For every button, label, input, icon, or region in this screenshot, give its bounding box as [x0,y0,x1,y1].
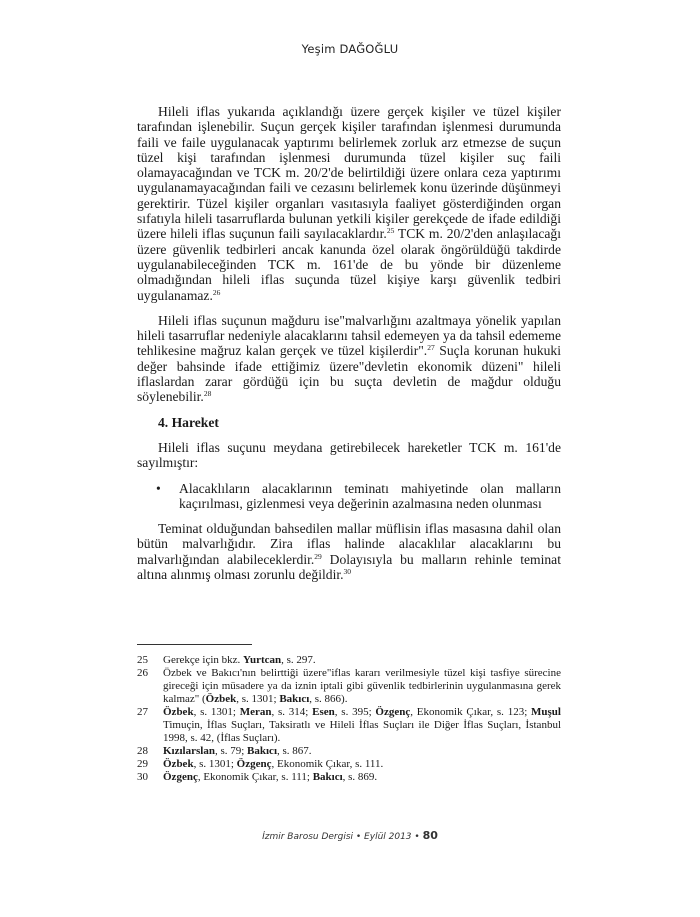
bullet-icon: • [156,480,161,496]
footnote-text: , s. 867. [277,745,312,757]
running-footer [0,829,700,842]
footnote-ref: 26 [212,287,221,297]
footnote-ref: 29 [314,551,322,561]
footnote-author: Özbek [205,693,237,705]
footnote-author: Özbek [163,758,194,770]
footnote-author: Muşul [531,706,561,718]
running-header-author: Yeşim DAĞOĞLU [301,42,399,56]
footnote-author: Özgenç [236,758,272,770]
footnote-author: Bakıcı [247,745,277,757]
main-text [137,104,561,582]
footnote-ref: 28 [203,389,212,399]
paragraph-text: Suçla korunan hukuki değer bahsinde ifade ettiğimiz üzere"devletin ekonomik düzeni" hileli iflaslardan zarar gördüğü için bu suçta devletin de mağdur olduğu söylenebilir. [137,343,561,405]
bullet-text: Alacaklıların alacaklarının teminatı mahiyetinde olan malların kaçırılması, gizlenmesi veya değerinin azalmasına neden olunması [179,480,561,511]
footnote-ref: 30 [343,567,352,577]
footnote-number: 26 [137,667,148,679]
footnote-author: Meran [239,706,272,718]
footnote-28 [137,745,561,758]
footnote-text: Timuçin, İflas Suçları, Taksiratlı ve Hileli İflas Suçları ile Diğer İflas Suçları, İstanbul 1998, s. 42, (İflas Suçları). [163,719,561,744]
footnote-text: , Ekonomik Çıkar, s. 111. [271,758,384,770]
footnote-text: , s. 297. [281,654,316,666]
paragraph-text: Dolayısıyla bu malların rehinle teminat altına alınmış olması zorunlu değildir. [137,551,561,583]
paragraph [137,313,561,405]
footnote-text: , Ekonomik Çıkar, s. 111; [197,771,313,783]
footnote-number: 29 [137,758,148,770]
journal-name: İzmir Barosu Dergisi • Eylül 2013 • [262,832,420,842]
footnote-author: Özgenç [163,771,198,783]
page-number: 80 [422,829,438,842]
footnote-text: , Ekonomik Çıkar, s. 123; [410,706,532,718]
footnote-text: Özbek ve Bakıcı'nın belirttiği üzere"iflas kararı verilmesiyle tüzel kişi tasfiye sürecine gireceği için müsadere ya da iznin iptali gibi güvenlik tedbirlerinin uygulanmasına gerek kalmaz" ( [163,667,561,705]
footnote-number: 28 [137,745,148,757]
paragraph [137,104,561,303]
footnote-text: , s. 1301; [236,693,280,705]
paragraph-text: Hileli iflas yukarıda açıklandığı üzere gerçek kişiler ve tüzel kişiler tarafından işlenebilir. Suçun gerçek kişiler tarafından işlenmesi durumunda faili ve faile uygulanacak yaptırımı belirlemek zorluk arz etmezse de suçun tüzel kişi tarafından işlenmesi durumunda tüzel kişiler suç faili olamayacağından ve TCK m. 20/2'de belirtildiği üzere onlara ceza yaptırımı uygulanamayacağından faili ve cezasını belirlemek konu üzerinde düşünmeyi gerektirir. Tüzel kişiler organları vasıtasıyla faaliyet gösterdiğinden organ sıfatıyla hileli tasarruflarda bulunan yetkili kişiler gerekçede de ifade edildiği üzere hileli iflas suçunun faili sayılacaklardır. [137,104,561,242]
footnote-ref: 27 [427,343,435,353]
paragraph [137,521,561,582]
paragraph-text: Teminat olduğundan bahsedilen mallar müflisin iflas masasına dahil olan bütün malvarlığıdır. Zira iflas halinde alacaklılar alacaklarını bu malvarlığından alabileceklerdir. [137,521,561,567]
footnote-author: Özbek [163,706,194,718]
footnote-author: Bakıcı [279,693,310,705]
footnote-text: , s. 79; [214,745,248,757]
footnote-author: Kızılarslan [163,745,215,757]
footnote-author: Yurtcan [243,654,282,666]
footnote-text: Gerekçe için bkz. [163,654,244,666]
footnote-ref: 25 [386,226,395,236]
footnote-26 [137,667,561,706]
footnote-text: , s. 395; [334,706,376,718]
footnote-25 [137,654,561,667]
footnote-text: , s. 1301; [193,758,237,770]
footnote-29 [137,758,561,771]
footnote-author: Özgenç [375,706,411,718]
paragraph-text: TCK m. 20/2'den anlaşılacağı üzere güvenlik tedbirleri ancak kanunda özel olarak öngörüldüğü takdirde uygulanabileceğinden TCK m. 161'de de bu yönde bir düzenleme olmadığından hileli iflas suçunda tüzel kişiye karşı güvenlik tedbiri uygulanamaz. [137,226,561,303]
footnote-30 [137,771,561,784]
footnote-number: 25 [137,654,148,666]
footnote-author: Bakıcı [312,771,343,783]
footnote-number: 30 [137,771,148,783]
footnotes [137,654,561,784]
footnote-text: , s. 866). [309,693,348,705]
paragraph-text: Hileli iflas suçunun mağduru ise"malvarlığını azaltmaya yönelik yapılan hileli tasarruflar nedeniyle alacaklarını tahsil edemeyen ya da tahsil edememe tehlikesine mağruz kalan gerçek ve tüzel kişilerdir". [137,312,561,359]
footnote-divider [137,644,252,645]
footnote-27 [137,706,561,745]
paragraph: Hileli iflas suçunu meydana getirebilecek hareketler TCK m. 161'de sayılmıştır: [137,439,561,471]
footnote-text: , s. 869. [342,771,378,783]
footnote-author: Esen [312,706,335,718]
section-heading: 4. Hareket [158,414,219,430]
footnote-text: , s. 314; [271,706,313,718]
footnote-text: , s. 1301; [193,706,240,718]
footnote-number: 27 [137,706,148,718]
bullet-item [137,481,561,512]
